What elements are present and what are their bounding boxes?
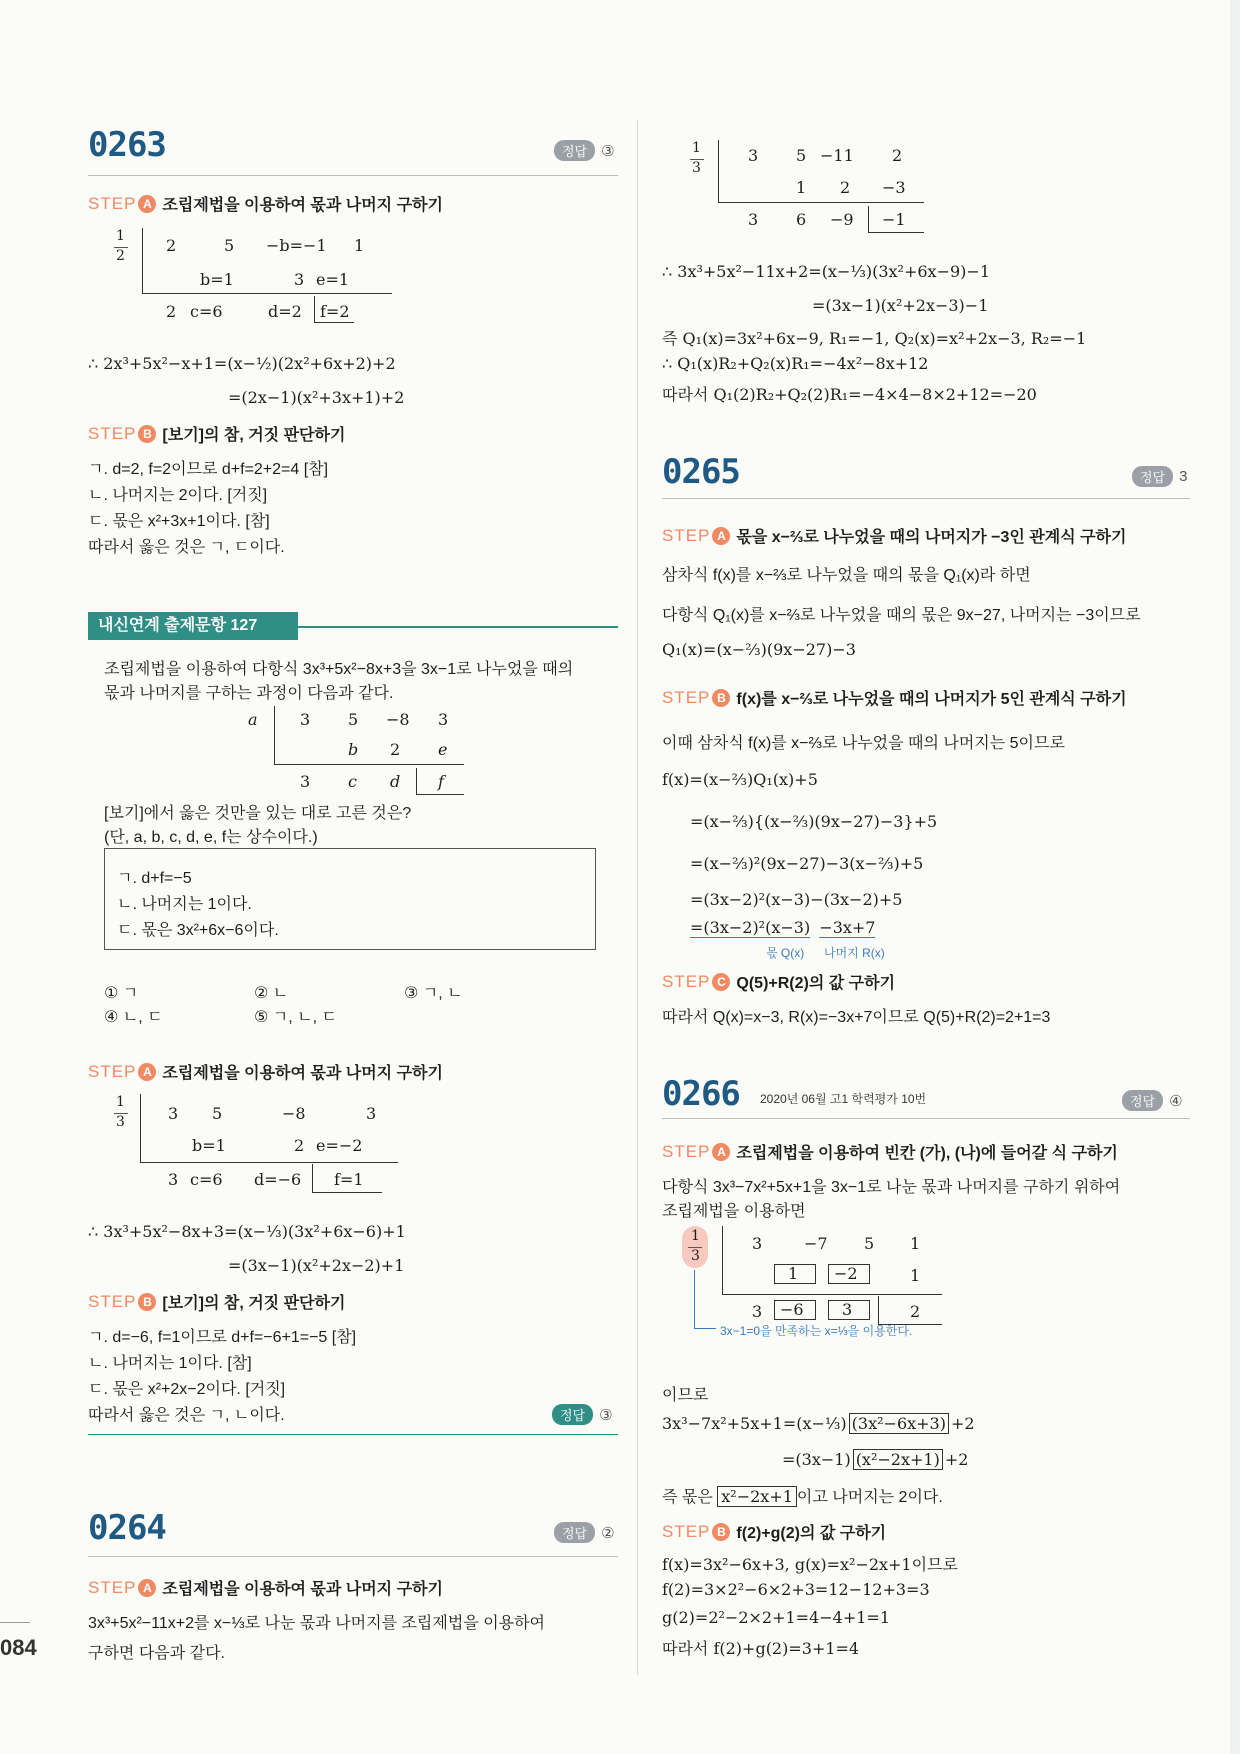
divisor-numerator: 1 xyxy=(116,1094,125,1110)
cell: −3 xyxy=(882,178,906,197)
remainder-bracket-base xyxy=(868,232,924,233)
divisor-denominator: 3 xyxy=(691,1248,700,1264)
step-b-heading xyxy=(88,422,345,445)
column-divider xyxy=(637,120,638,1675)
problem-source: 2020년 06월 고1 학력평가 10번 xyxy=(760,1092,927,1106)
cell: c=6 xyxy=(190,302,223,321)
page-number: 084 xyxy=(0,1635,37,1660)
equation: f(x)=(x−⅔)Q₁(x)+5 xyxy=(662,770,818,789)
synthetic-division xyxy=(692,140,992,240)
page-number-rule xyxy=(0,1622,30,1623)
answer-label: 정답 xyxy=(554,1522,595,1543)
divisor: a xyxy=(248,710,258,729)
division-horizontal-line xyxy=(718,202,924,203)
equation-part: +2 xyxy=(944,1450,969,1469)
problem-number: 0264 xyxy=(88,1508,166,1548)
cell: −8 xyxy=(282,1104,306,1123)
step-title: f(x)를 x−⅔로 나누었을 때의 나머지가 5인 관계식 구하기 xyxy=(736,691,1127,708)
step-badge: B xyxy=(712,689,730,707)
step-badge: C xyxy=(712,973,730,991)
choice[interactable]: ② ㄴ xyxy=(254,985,289,1002)
note-arrow xyxy=(694,1270,695,1328)
cell: 1 xyxy=(788,1264,799,1283)
choice[interactable]: ④ ㄴ, ㄷ xyxy=(104,1009,163,1026)
equation: 즉 Q₁(x)=3x²+6x−9, R₁=−1, Q₂(x)=x²+2x−3, R₂=−1 xyxy=(662,329,1087,348)
step-badge: A xyxy=(712,527,730,545)
cell: 3 xyxy=(300,710,311,729)
synthetic-division xyxy=(682,1226,982,1354)
division-note: 3x−1=0을 만족하는 x=⅓을 이용한다. xyxy=(720,1324,913,1338)
step-label: STEP xyxy=(88,1577,137,1597)
step-title: f(2)+g(2)의 값 구하기 xyxy=(736,1525,887,1542)
step-label: STEP xyxy=(88,423,137,443)
step-badge: A xyxy=(138,1579,156,1597)
step-label: STEP xyxy=(662,1521,711,1541)
cell: −b=−1 xyxy=(266,236,327,255)
division-horizontal-line xyxy=(274,764,464,765)
remainder-part: −3x+7 xyxy=(819,918,876,937)
cell: b=1 xyxy=(192,1136,226,1155)
remainder-bracket-base xyxy=(416,794,464,795)
equation: ∴ 3x³+5x²−11x+2=(x−⅓)(3x²+6x−9)−1 xyxy=(662,262,990,281)
cell: 5 xyxy=(864,1234,875,1253)
step-title: 조립제법을 이용하여 몫과 나머지 구하기 xyxy=(162,1581,443,1598)
cell: b xyxy=(348,740,359,759)
remainder-bracket xyxy=(878,1296,879,1324)
equation: f(x)=3x²−6x+3, g(x)=x²−2x+1이므로 xyxy=(662,1555,958,1574)
division-vertical-line xyxy=(722,1226,723,1294)
division-vertical-line xyxy=(274,706,275,764)
cell: 2 xyxy=(166,302,177,321)
boxed-expression: (3x²−6x+3) xyxy=(849,1413,949,1434)
cell: 3 xyxy=(752,1234,763,1253)
divisor-denominator: 2 xyxy=(116,248,125,264)
equation: 따라서 f(2)+g(2)=3+1=4 xyxy=(662,1639,860,1658)
solution-line: ㄱ. d=2, f=2이므로 d+f=2+2=4 [참] xyxy=(88,461,329,478)
cell: e=−2 xyxy=(316,1136,363,1155)
divisor-denominator: 3 xyxy=(116,1114,125,1130)
equation: =(x−⅔)²(9x−27)−3(x−⅔)+5 xyxy=(690,854,924,873)
cell: d=−6 xyxy=(254,1170,302,1189)
solution-line: 따라서 Q(x)=x−3, R(x)=−3x+7이므로 Q(5)+R(2)=2+1=3 xyxy=(662,1009,1051,1026)
cell: −8 xyxy=(386,710,410,729)
banner-label: 내신연계 출제문항 127 xyxy=(88,612,298,640)
answer-value: ③ xyxy=(601,142,615,160)
step-a-heading xyxy=(88,1060,443,1083)
answer-badge xyxy=(1132,466,1187,487)
solution-line: 다항식 3x³−7x²+5x+1을 3x−1로 나눈 몫과 나머지를 구하기 위하여 xyxy=(662,1179,1121,1196)
equation: =(3x−1)(x²+2x−2)+1 xyxy=(228,1256,405,1275)
remainder-cell: −1 xyxy=(882,210,906,229)
step-label: STEP xyxy=(662,971,711,991)
remainder-cell: f=1 xyxy=(334,1170,364,1189)
synthetic-division xyxy=(106,228,426,328)
solution-line: 삼차식 f(x)를 x−⅔로 나누었을 때의 몫을 Q₁(x)라 하면 xyxy=(662,567,1031,584)
step-a-heading xyxy=(88,1576,443,1599)
divisor-numerator: 1 xyxy=(692,140,701,156)
cell: −11 xyxy=(820,146,854,165)
equation: g(2)=2²−2×2+1=4−4+1=1 xyxy=(662,1608,891,1627)
question-text: (단, a, b, c, d, e, f는 상수이다.) xyxy=(104,829,318,846)
cell: 1 xyxy=(910,1266,921,1285)
cell: 1 xyxy=(354,236,365,255)
step-title: 조립제법을 이용하여 빈칸 (가), (나)에 들어갈 식 구하기 xyxy=(736,1145,1118,1162)
solution-line: 따라서 옳은 것은 ㄱ, ㄷ이다. xyxy=(88,539,285,556)
remainder-bracket-base xyxy=(312,1192,382,1193)
answer-badge xyxy=(552,1404,613,1425)
cell: 1 xyxy=(910,1234,921,1253)
cell: 1 xyxy=(796,178,807,197)
step-title: Q(5)+R(2)의 값 구하기 xyxy=(736,975,896,992)
cell: 5 xyxy=(224,236,235,255)
answer-badge xyxy=(1122,1090,1183,1111)
step-a-heading xyxy=(88,192,443,215)
related-problem-banner xyxy=(88,612,618,642)
step-c-heading xyxy=(662,970,895,993)
equation: ∴ Q₁(x)R₂+Q₂(x)R₁=−4x²−8x+12 xyxy=(662,354,929,373)
step-badge: A xyxy=(138,195,156,213)
step-badge: A xyxy=(712,1143,730,1161)
step-label: STEP xyxy=(662,687,711,707)
question-text: 조립제법을 이용하여 다항식 3x³+5x²−8x+3을 3x−1로 나누었을 때의 xyxy=(104,661,574,678)
cell: 3 xyxy=(438,710,449,729)
note-arrow-base xyxy=(694,1328,716,1329)
remainder-cell: f xyxy=(438,772,444,791)
step-b-heading xyxy=(88,1290,345,1313)
cell: 2 xyxy=(294,1136,305,1155)
equation: =(3x−2)²(x−3)−(3x−2)+5 xyxy=(690,890,903,909)
problem-number: 0263 xyxy=(88,125,166,165)
step-label: STEP xyxy=(88,1291,137,1311)
problem-number: 0266 xyxy=(662,1074,740,1114)
solution-line: 3x³+5x²−11x+2를 x−⅓로 나눈 몫과 나머지를 조립제법을 이용하여 xyxy=(88,1615,546,1632)
cell: 2 xyxy=(166,236,177,255)
cell: 6 xyxy=(796,210,807,229)
remainder-bracket-base xyxy=(314,322,354,323)
solution-line: ㄴ. 나머지는 2이다. [거짓] xyxy=(88,487,268,504)
solution-line xyxy=(662,1484,943,1507)
solution-line: 구하면 다음과 같다. xyxy=(88,1645,225,1662)
step-a-heading xyxy=(662,1140,1118,1163)
quotient-note: 몫 Q(x) xyxy=(766,946,805,960)
cell: −9 xyxy=(830,210,854,229)
answer-value: ④ xyxy=(1169,1092,1183,1110)
equation: Q₁(x)=(x−⅔)(9x−27)−3 xyxy=(662,640,856,659)
answer-badge xyxy=(554,1522,615,1543)
synthetic-division xyxy=(248,706,568,796)
step-title: 조립제법을 이용하여 몫과 나머지 구하기 xyxy=(162,1065,443,1082)
step-badge: A xyxy=(138,1063,156,1081)
step-label: STEP xyxy=(662,525,711,545)
cell: 2 xyxy=(390,740,401,759)
division-vertical-line xyxy=(142,228,143,293)
bogi-item: ㄱ. d+f=−5 xyxy=(117,870,192,887)
equation xyxy=(690,918,875,937)
text-part: 즉 몫은 xyxy=(662,1489,713,1506)
cell: c xyxy=(348,772,357,791)
section-rule xyxy=(88,1434,618,1435)
equation-part: +2 xyxy=(950,1414,975,1433)
question-text: [보기]에서 옳은 것만을 있는 대로 고른 것은? xyxy=(104,805,412,822)
solution-line: 이므로 xyxy=(662,1387,709,1404)
answer-badge xyxy=(554,140,615,161)
solution-line: 이때 삼차식 f(x)를 x−⅔로 나누었을 때의 나머지는 5이므로 xyxy=(662,735,1065,752)
banner-rule xyxy=(278,626,618,628)
step-badge: B xyxy=(712,1523,730,1541)
solution-line: 다항식 Q₁(x)를 x−⅔로 나누었을 때의 몫은 9x−27, 나머지는 −3이므로 xyxy=(662,607,1141,624)
cell: 5 xyxy=(348,710,359,729)
solution-line: ㄷ. 몫은 x²+3x+1이다. [참] xyxy=(88,513,270,530)
answer-label: 정답 xyxy=(1132,466,1173,487)
step-label: STEP xyxy=(88,193,137,213)
division-vertical-line xyxy=(140,1094,141,1162)
remainder-note: 나머지 R(x) xyxy=(824,946,885,960)
division-horizontal-line xyxy=(722,1294,942,1295)
cell: −2 xyxy=(834,1264,858,1283)
step-label: STEP xyxy=(662,1141,711,1161)
bogi-box xyxy=(104,848,596,950)
step-badge: B xyxy=(138,1293,156,1311)
answer-value: 3 xyxy=(1179,468,1188,485)
section-rule xyxy=(88,1556,618,1557)
step-title: [보기]의 참, 거짓 판단하기 xyxy=(162,1295,346,1312)
step-title: 조립제법을 이용하여 몫과 나머지 구하기 xyxy=(162,197,443,214)
equation: 따라서 Q₁(2)R₂+Q₂(2)R₁=−4×4−8×2+12=−20 xyxy=(662,385,1037,404)
answer-label: 정답 xyxy=(552,1404,593,1425)
choice[interactable]: ① ㄱ xyxy=(104,985,139,1002)
step-badge: B xyxy=(138,425,156,443)
equation: f(2)=3×2²−6×2+3=12−12+3=3 xyxy=(662,1580,930,1599)
cell: 5 xyxy=(796,146,807,165)
bogi-item: ㄷ. 몫은 3x²+6x−6이다. xyxy=(117,922,279,939)
cell: 3 xyxy=(168,1170,179,1189)
problem-number: 0265 xyxy=(662,452,740,492)
section-rule xyxy=(662,498,1190,499)
answer-label: 정답 xyxy=(1122,1090,1163,1111)
synthetic-division xyxy=(116,1094,436,1194)
cell: 3 xyxy=(294,270,305,289)
cell: d=2 xyxy=(268,302,302,321)
step-b-heading xyxy=(662,1520,886,1543)
cell: 3 xyxy=(748,210,759,229)
question-text: 몫과 나머지를 구하는 과정이 다음과 같다. xyxy=(104,685,394,702)
equation: =(x−⅔){(x−⅔)(9x−27)−3}+5 xyxy=(690,812,938,831)
divisor-numerator: 1 xyxy=(116,228,125,244)
cell: 5 xyxy=(212,1104,223,1123)
divisor-numerator: 1 xyxy=(691,1228,700,1244)
solution-line: 따라서 옳은 것은 ㄱ, ㄴ이다. xyxy=(88,1407,285,1424)
choice[interactable]: ③ ㄱ, ㄴ xyxy=(404,985,463,1002)
cell: 3 xyxy=(842,1300,853,1319)
cell: b=1 xyxy=(200,270,234,289)
cell: 3 xyxy=(748,146,759,165)
cell: d xyxy=(390,772,401,791)
section-rule xyxy=(88,175,618,176)
answer-value: ② xyxy=(601,1524,615,1542)
equation: =(2x−1)(x²+3x+1)+2 xyxy=(228,388,405,407)
remainder-cell: 2 xyxy=(910,1302,921,1321)
cell: 3 xyxy=(366,1104,377,1123)
cell: −6 xyxy=(780,1300,804,1319)
step-b-heading xyxy=(662,686,1127,709)
text-part: 이고 나머지는 2이다. xyxy=(796,1489,943,1506)
division-vertical-line xyxy=(718,140,719,202)
equation xyxy=(782,1450,968,1469)
remainder-bracket xyxy=(312,1164,313,1192)
remainder-cell: f=2 xyxy=(320,302,350,321)
solution-line: 조립제법을 이용하면 xyxy=(662,1203,806,1220)
solution-line: ㄴ. 나머지는 1이다. [참] xyxy=(88,1355,252,1372)
equation xyxy=(662,1414,975,1433)
division-horizontal-line xyxy=(140,1162,398,1163)
choice[interactable]: ⑤ ㄱ, ㄴ, ㄷ xyxy=(254,1009,337,1026)
answer-label: 정답 xyxy=(554,140,595,161)
cell: 3 xyxy=(168,1104,179,1123)
boxed-expression: (x²−2x+1) xyxy=(853,1449,943,1470)
step-a-heading xyxy=(662,524,1126,547)
division-horizontal-line xyxy=(142,293,392,294)
equation-part: =(3x−1) xyxy=(782,1450,851,1469)
equation: =(3x−1)(x²+2x−3)−1 xyxy=(812,296,989,315)
answer-value: ③ xyxy=(599,1406,613,1424)
page-edge xyxy=(1230,0,1240,1754)
remainder-bracket xyxy=(416,768,417,794)
remainder-bracket xyxy=(314,296,315,322)
bogi-item: ㄴ. 나머지는 1이다. xyxy=(117,896,252,913)
quotient-part: =(3x−2)²(x−3) xyxy=(690,918,811,937)
equation-part: 3x³−7x²+5x+1=(x−⅓) xyxy=(662,1414,847,1433)
equation: ∴ 2x³+5x²−x+1=(x−½)(2x²+6x+2)+2 xyxy=(88,354,396,373)
divisor-denominator: 3 xyxy=(692,160,701,176)
cell: 3 xyxy=(752,1302,763,1321)
step-title: [보기]의 참, 거짓 판단하기 xyxy=(162,427,346,444)
cell: 2 xyxy=(840,178,851,197)
solution-line: ㄱ. d=−6, f=1이므로 d+f=−6+1=−5 [참] xyxy=(88,1329,357,1346)
remainder-bracket xyxy=(868,206,869,232)
cell: −7 xyxy=(804,1234,828,1253)
solution-line: ㄷ. 몫은 x²+2x−2이다. [거짓] xyxy=(88,1381,286,1398)
step-label: STEP xyxy=(88,1061,137,1081)
cell: e xyxy=(438,740,448,759)
cell: e=1 xyxy=(316,270,350,289)
step-title: 몫을 x−⅔로 나누었을 때의 나머지가 −3인 관계식 구하기 xyxy=(736,529,1127,546)
cell: 2 xyxy=(892,146,903,165)
section-rule xyxy=(662,1118,1190,1119)
cell: c=6 xyxy=(190,1170,223,1189)
boxed-expression: x²−2x+1 xyxy=(717,1486,797,1507)
equation: ∴ 3x³+5x²−8x+3=(x−⅓)(3x²+6x−6)+1 xyxy=(88,1222,406,1241)
cell: 3 xyxy=(300,772,311,791)
